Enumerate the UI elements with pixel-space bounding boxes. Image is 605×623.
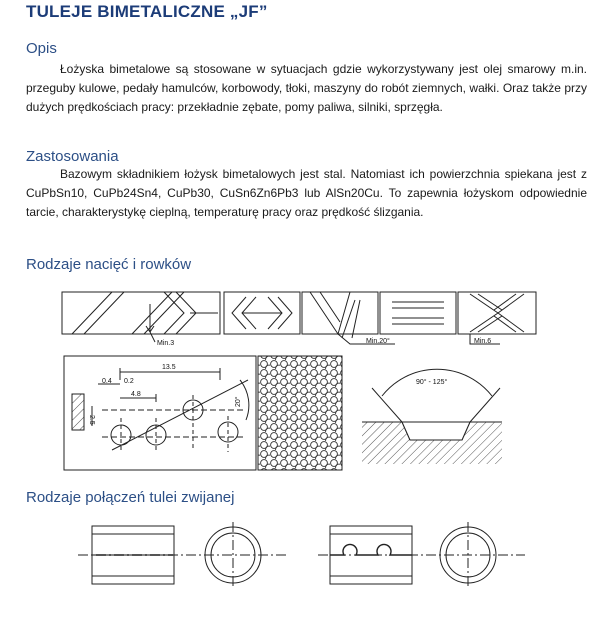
groove-pattern-herringbone — [164, 292, 218, 334]
groove-pattern-cross — [458, 292, 536, 344]
bushing-joint-clinch — [318, 522, 525, 588]
label-min3: Min.3 — [157, 340, 175, 347]
label-4-8: 4.8 — [131, 391, 141, 398]
label-20deg: 20° — [235, 396, 242, 407]
bushing-joint-straight — [78, 522, 288, 588]
label-0-2: 0.2 — [124, 378, 134, 385]
label-angle-range: 90° - 125° — [416, 379, 448, 386]
label-min20: Min.20° — [366, 338, 390, 345]
label-2-5: 2.5 — [88, 415, 95, 425]
heading-rodzaje-polaczen: Rodzaje połączeń tulei zwijanej — [26, 489, 235, 506]
groove-pattern-straight — [62, 292, 220, 342]
label-0-4: 0.4 — [102, 378, 112, 385]
groove-pattern-bars — [380, 292, 456, 334]
groove-pattern-v — [302, 292, 395, 344]
pocket-layout-drawing — [64, 356, 256, 470]
paragraph-opis: Łożyska bimetalowe są stosowane w sytuacjach gdzie wykorzystywany jest olej smarowy m.in. przeguby kulowe, pedały hamulców, korbowody, tłoki, maszyny do robót ziemnych, wałki. Oraz także przy dużych prędkościach pracy: przekładnie zębate, pomy paliwa, silniki, sprzęgła. — [26, 62, 587, 114]
label-min6: Min.6 — [474, 338, 492, 345]
label-13-5: 13.5 — [162, 364, 176, 371]
paragraph-zastosowania: Bazowym składnikiem łożysk bimetalowych jest stal. Natomiast ich powierzchnia spiekana jest z CuPbSn10, CuPb24Sn4, CuPb30, CuSn6Zn6Pb3 lub AlSn20Cu. To zapewnia łożyskom odpowiednie tarcie, charakterystykę cieplną, temperaturę pracy oraz prędkość ślizgania. — [26, 167, 587, 219]
heading-zastosowania: Zastosowania — [26, 148, 119, 165]
groove-pattern-arrow — [224, 292, 300, 334]
page-title: TULEJE BIMETALICZNE „JF” — [26, 2, 268, 21]
heading-opis: Opis — [26, 40, 57, 57]
sintered-texture — [258, 356, 342, 470]
heading-rodzaje-naciec: Rodzaje nacięć i rowków — [26, 256, 192, 273]
